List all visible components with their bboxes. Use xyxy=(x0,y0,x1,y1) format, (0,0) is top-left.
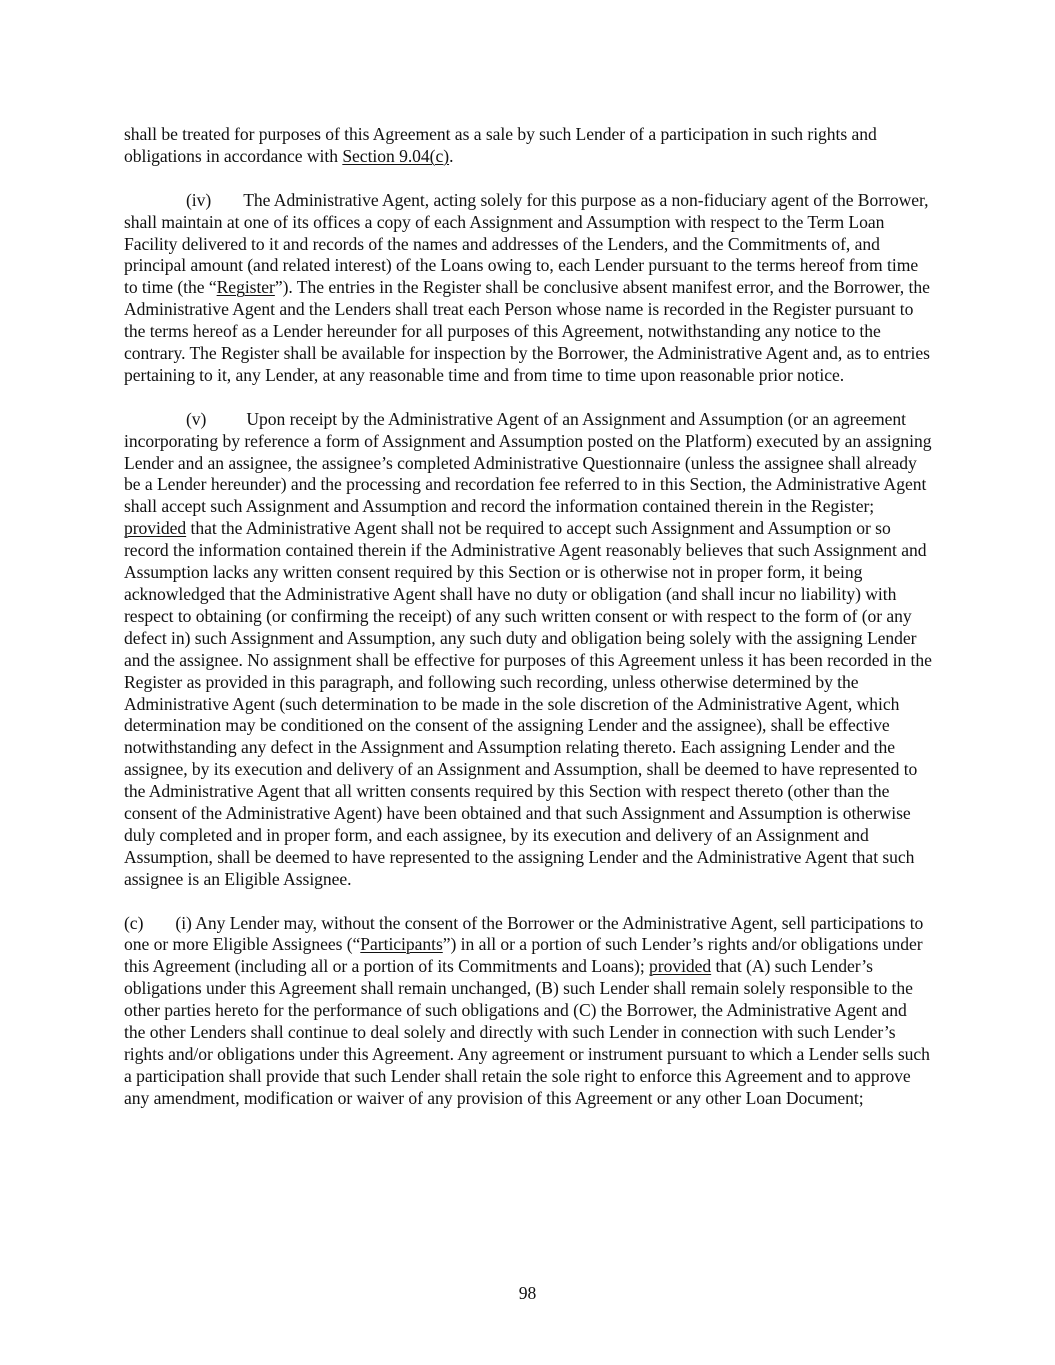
defined-term: Participants xyxy=(360,934,443,955)
paragraph-text: that (A) such Lender’s obligations under this Agreement shall remain unchanged, (B) such Lender shall remain solely responsible to the other parties hereto for the performance of such obligations and (C) the Borrower, the Administrative Agent and the other Lenders shall continue to deal solely and directly with such Lender in connection with such Lender’s rights and/or obligations under this Agreement. Any agreement or instrument pursuant to which a Lender sells such a participation shall provide that such Lender shall retain the sole right to enforce this Agreement and to approve any amendment, modification or waiver of any provision of this Agreement or any other Loan Document; xyxy=(124,956,930,1108)
paragraph-v xyxy=(124,409,932,891)
paragraph-text: . xyxy=(449,145,454,166)
paragraph-text: Upon receipt by the Administrative Agent of an Assignment and Assumption (or an agreement incorporating by reference a form of Assignment and Assumption posted on the Platform) executed by an assigning Lender and an assignee, the assignee’s completed Administrative Questionnaire (unless the assignee shall already be a Lender hereunder) and the processing and recordation fee referred to in this Section, the Administrative Agent shall accept such Assignment and Assumption and record the information contained therein in the Register; xyxy=(124,408,932,517)
paragraph-text: ”) in all or a portion of such Lender’s rights and/or obligations under this Agreement (including all or a portion of its Commitments and Loans); xyxy=(124,934,923,977)
paragraph-c xyxy=(124,913,932,1110)
defined-term: Register xyxy=(216,277,275,298)
paragraph-text: ”). The entries in the Register shall be conclusive absent manifest error, and the Borrower, the Administrative Agent and the Lenders shall treat each Person whose name is recorded in the Register pursuant to the terms hereof as a Lender hereunder for all purposes of this Agreement, notwithstanding any notice to the contrary. The Register shall be available for inspection by the Borrower, the Administrative Agent and, as to entries pertaining to it, any Lender, at any reasonable time and from time to time upon reasonable prior notice. xyxy=(124,277,930,385)
proviso-term: provided xyxy=(649,956,712,977)
paragraph-iv xyxy=(124,190,932,387)
paragraph-text: (i) Any Lender may, without the consent of the Borrower or the Administrative Agent, sell participations to one or more Eligible Assignees (“ xyxy=(124,912,924,955)
paragraph-continuation xyxy=(124,124,932,168)
paragraph-text: shall be treated for purposes of this Agreement as a sale by such Lender of a participation in such rights and obligations in accordance with xyxy=(124,124,877,166)
paragraph-text: that the Administrative Agent shall not be required to accept such Assignment and Assumption or so record the information contained therein if the Administrative Agent reasonably believes that such Assignment and Assumption lacks any written consent required by this Section or is otherwise not in proper form, it being acknowledged that the Administrative Agent shall have no duty or obligation (and shall incur no liability) with respect to obtaining (or confirming the receipt) of any such written consent or with respect to the form of (or any defect in) such Assignment and Assumption, any such duty and obligation being solely with the assigning Lender and the assignee. No assignment shall be effective for purposes of this Agreement unless it has been recorded in the Register as provided in this paragraph, and following such recording, unless otherwise determined by the Administrative Agent (such determination to be made in the sole discretion of the Administrative Agent, which determination may be conditioned on the consent of the assigning Lender and the assignee), shall be effective notwithstanding any defect in the Assignment and Assumption relating thereto. Each assigning Lender and the assignee, by its execution and delivery of an Assignment and Assumption, shall be deemed to have represented to the Administrative Agent that all written consents required by this Section with respect thereto (other than the consent of the Administrative Agent) have been obtained and that such Assignment and Assumption is otherwise duly completed and in proper form, and each assignee, by its execution and delivery of an Assignment and Assumption, shall be deemed to have represented to the assigning Lender and the Administrative Agent that such assignee is an Eligible Assignee. xyxy=(124,518,932,889)
clause-label: (v) xyxy=(186,408,207,429)
document-body xyxy=(124,124,932,1132)
section-label: (c) xyxy=(124,912,144,933)
clause-label: (iv) xyxy=(186,189,212,210)
section-reference: Section 9.04(c) xyxy=(342,145,450,166)
proviso-term: provided xyxy=(124,518,187,539)
paragraph-text: The Administrative Agent, acting solely for this purpose as a non-fiduciary agent of the Borrower, shall maintain at one of its offices a copy of each Assignment and Assumption with respect to the Term Loan Facility delivered to it and records of the names and addresses of the Lenders, and the Commitments of, and principal amount (and related interest) of the Loans owing to, each Lender pursuant to the terms hereof from time to time (the “ xyxy=(124,189,929,298)
page-number: 98 xyxy=(518,1283,537,1303)
